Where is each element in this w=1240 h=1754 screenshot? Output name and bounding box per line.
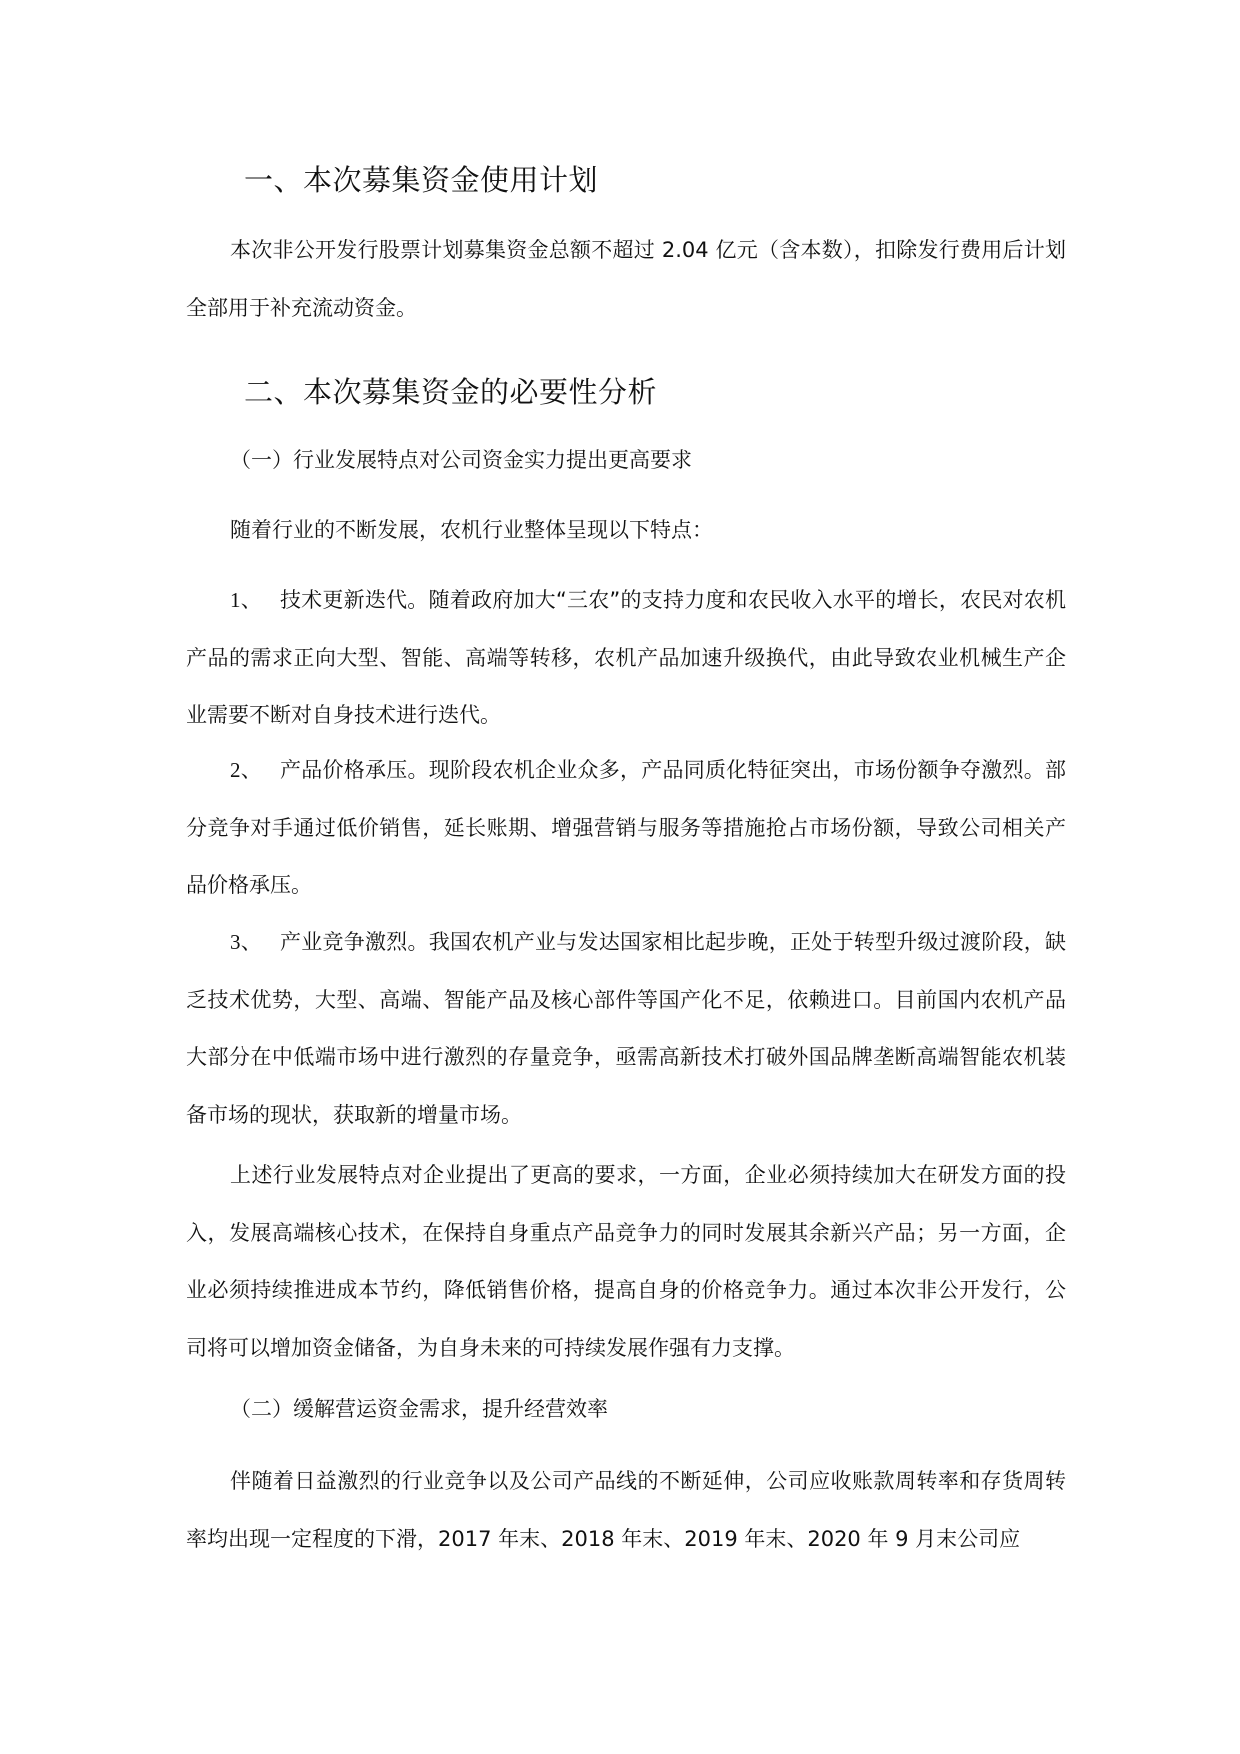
- list-item-number: 3、: [230, 930, 262, 954]
- paragraph-working-capital: 伴随着日益激烈的行业竞争以及公司产品线的不断延伸，公司应收账款周转率和存货周转率均出现一定程度的下滑，2017 年末、2018 年末、2019 年末、2020 年 9 月末公司应: [186, 1469, 1066, 1551]
- paragraph-fund-plan: 本次非公开发行股票计划募集资金总额不超过 2.04 亿元（含本数），扣除发行费用后计划全部用于补充流动资金。: [186, 238, 1066, 320]
- subsection-heading-1: （一）行业发展特点对公司资金实力提出更高要求: [230, 448, 692, 472]
- section-heading-1: 一、本次募集资金使用计划: [244, 163, 599, 197]
- list-item-1: [186, 572, 1066, 745]
- list-item-text: 产品价格承压。现阶段农机企业众多，产品同质化特征突出，市场份额争夺激烈。部分竞争对手通过低价销售，延长账期、增强营销与服务等措施抢占市场份额，导致公司相关产品价格承压。: [186, 758, 1066, 897]
- section-heading-2: 二、本次募集资金的必要性分析: [244, 375, 658, 409]
- paragraph-conclusion: 上述行业发展特点对企业提出了更高的要求，一方面，企业必须持续加大在研发方面的投入，发展高端核心技术，在保持自身重点产品竞争力的同时发展其余新兴产品；另一方面，企业必须持续推进成本节约，降低销售价格，提高自身的价格竞争力。通过本次非公开发行，公司将可以增加资金储备，为自身未来的可持续发展作强有力支撑。: [186, 1163, 1066, 1360]
- subsection-heading-2: （二）缓解营运资金需求，提升经营效率: [230, 1397, 608, 1421]
- list-item-number: 1、: [230, 588, 262, 612]
- list-item-number: 2、: [230, 758, 262, 782]
- list-item-text: 产业竞争激烈。我国农机产业与发达国家相比起步晚，正处于转型升级过渡阶段，缺乏技术优势，大型、高端、智能产品及核心部件等国产化不足，依赖进口。目前国内农机产品大部分在中低端市场中进行激烈的存量竞争，亟需高新技术打破外国品牌垄断高端智能农机装备市场的现状，获取新的增量市场。: [186, 930, 1066, 1127]
- list-item-text: 技术更新迭代。随着政府加大“三农”的支持力度和农民收入水平的增长，农民对农机产品的需求正向大型、智能、高端等转移，农机产品加速升级换代，由此导致农业机械生产企业需要不断对自身技术进行迭代。: [186, 588, 1066, 727]
- list-item-3: [186, 914, 1066, 1144]
- list-item-2: [186, 742, 1066, 915]
- paragraph-industry-intro: 随着行业的不断发展，农机行业整体呈现以下特点：: [230, 518, 713, 542]
